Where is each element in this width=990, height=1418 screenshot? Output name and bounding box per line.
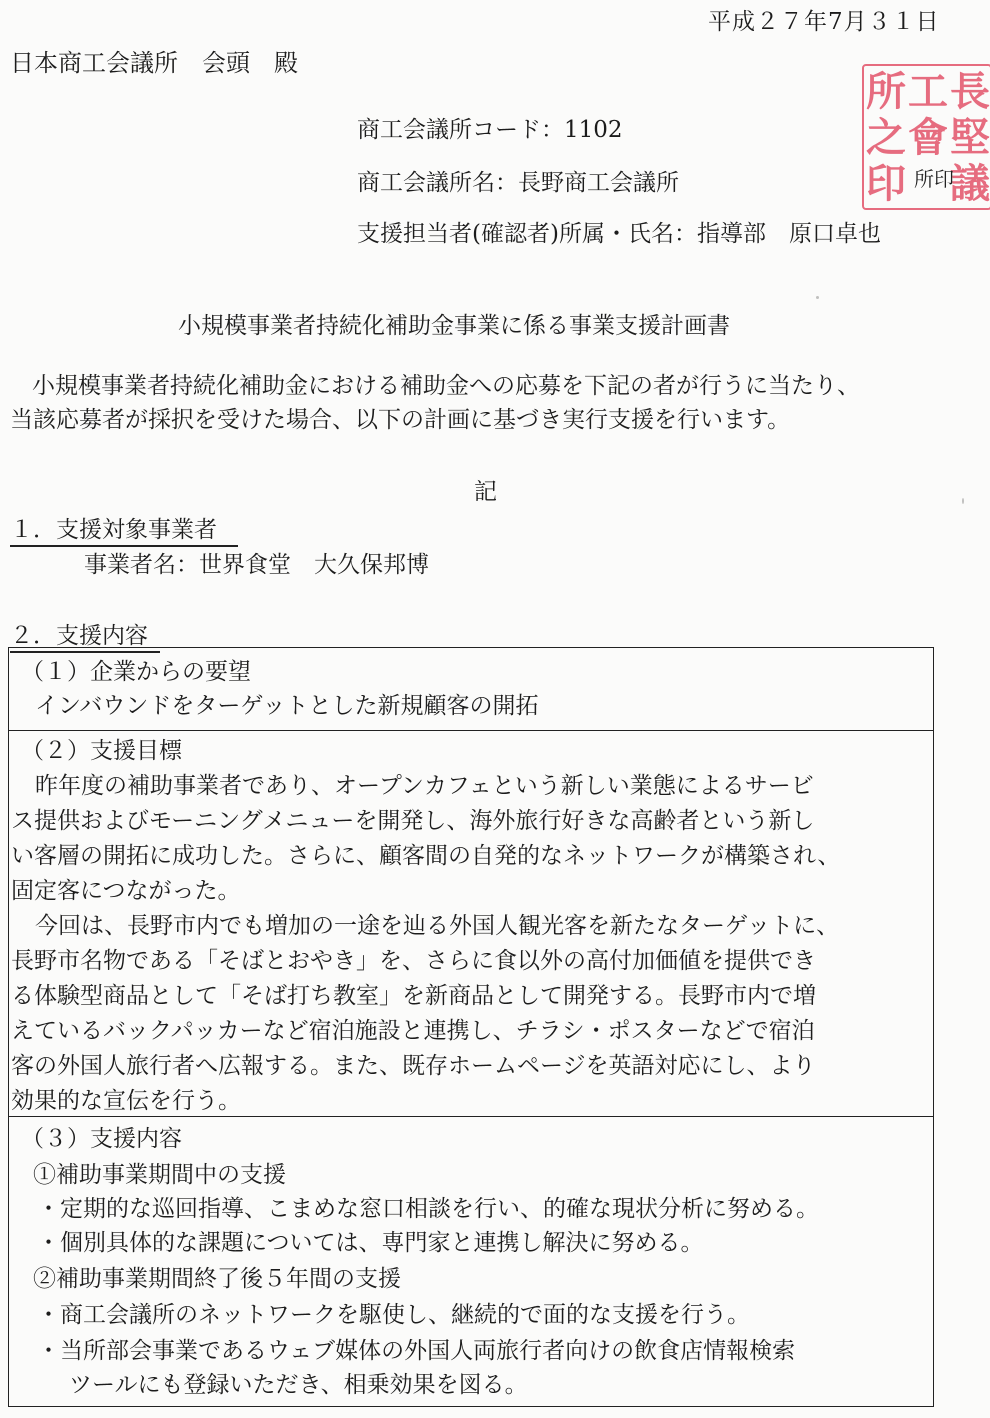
goal-line: 固定客につながった。	[11, 878, 241, 904]
section-heading-target: １．支援対象事業者	[10, 516, 238, 547]
goal-line: 昨年度の補助事業者であり、オープンカフェという新しい業態によるサービ	[35, 773, 814, 799]
ki-marker: 記	[474, 479, 497, 505]
document-date: 平成２７年7月３１日	[708, 9, 940, 35]
seal-char: 工	[908, 68, 948, 115]
goal-heading: （２）支援目標	[21, 738, 182, 764]
content-subheading: ①補助事業期間中の支援	[33, 1162, 286, 1188]
content-subheading: ②補助事業期間終了後５年間の支援	[33, 1266, 401, 1292]
business-name: 事業者名：世界食堂 大久保邦博	[84, 552, 429, 578]
goal-line: ス提供およびモーニングメニューを開発し、海外旅行好きな高齢者という新し	[11, 808, 815, 834]
section-heading-support: ２．支援内容	[10, 622, 160, 653]
content-item: ・商工会議所のネットワークを駆使し、継続的で面的な支援を行う。	[37, 1302, 750, 1328]
intro-line: 当該応募者が採択を受けた場合、以下の計画に基づき実行支援を行います。	[10, 407, 791, 433]
seal-label: 所印	[914, 167, 954, 191]
request-text: インバウンドをターゲットとした新規顧客の開拓	[35, 693, 539, 719]
scan-speck	[962, 498, 964, 504]
goal-box	[8, 731, 934, 1117]
goal-line: 効果的な宣伝を行う。	[11, 1088, 241, 1114]
content-item: ・定期的な巡回指導、こまめな窓口相談を行い、的確な現状分析に努める。	[37, 1196, 819, 1222]
seal-char: 之	[866, 114, 906, 161]
content-heading: （３）支援内容	[21, 1126, 182, 1152]
scan-speck	[816, 296, 819, 299]
content-item: ・個別具体的な課題については、専門家と連携し解決に努める。	[37, 1230, 704, 1256]
goal-line: る体験型商品として「そば打ち教室」を新商品として開発する。長野市内で増	[11, 983, 816, 1009]
seal-char: 會	[908, 114, 948, 161]
addressee: 日本商工会議所 会頭 殿	[10, 49, 298, 77]
seal-char: 所	[866, 68, 906, 115]
content-item: ツールにも登録いただき、相乗効果を図る。	[69, 1372, 528, 1398]
content-item: ・当所部会事業であるウェブ媒体の外国人両旅行者向けの飲食店情報検索	[37, 1338, 796, 1364]
support-staff: 支援担当者(確認者)所属・氏名：指導部 原口卓也	[357, 221, 881, 247]
seal-char: 印	[866, 160, 906, 207]
goal-line: 長野市名物である「そばとおやき」を、さらに食以外の高付加価値を提供でき	[11, 948, 816, 974]
chamber-name: 商工会議所名：長野商工会議所	[357, 170, 679, 196]
chamber-code: 商工会議所コード：1102	[357, 117, 623, 143]
goal-line: い客層の開拓に成功した。さらに、顧客間の自発的なネットワークが構築され、	[11, 843, 841, 869]
document-title: 小規模事業者持続化補助金事業に係る事業支援計画書	[178, 313, 730, 339]
request-heading: （１）企業からの要望	[21, 659, 251, 685]
intro-line: 小規模事業者持続化補助金における補助金への応募を下記の者が行うに当たり、	[32, 373, 860, 399]
goal-line: 今回は、長野市内でも増加の一途を辿る外国人観光客を新たなターゲットに、	[35, 913, 840, 939]
goal-line: えているバックパッカーなど宿泊施設と連携し、チラシ・ポスターなどで宿泊	[11, 1018, 815, 1044]
seal-char: 長	[950, 68, 990, 115]
seal-char: 議	[950, 160, 990, 207]
goal-line: 客の外国人旅行者へ広報する。また、既存ホームページを英語対応にし、より	[11, 1053, 816, 1079]
seal-char: 堅	[950, 114, 990, 161]
request-box	[8, 647, 934, 731]
content-box	[8, 1117, 934, 1407]
